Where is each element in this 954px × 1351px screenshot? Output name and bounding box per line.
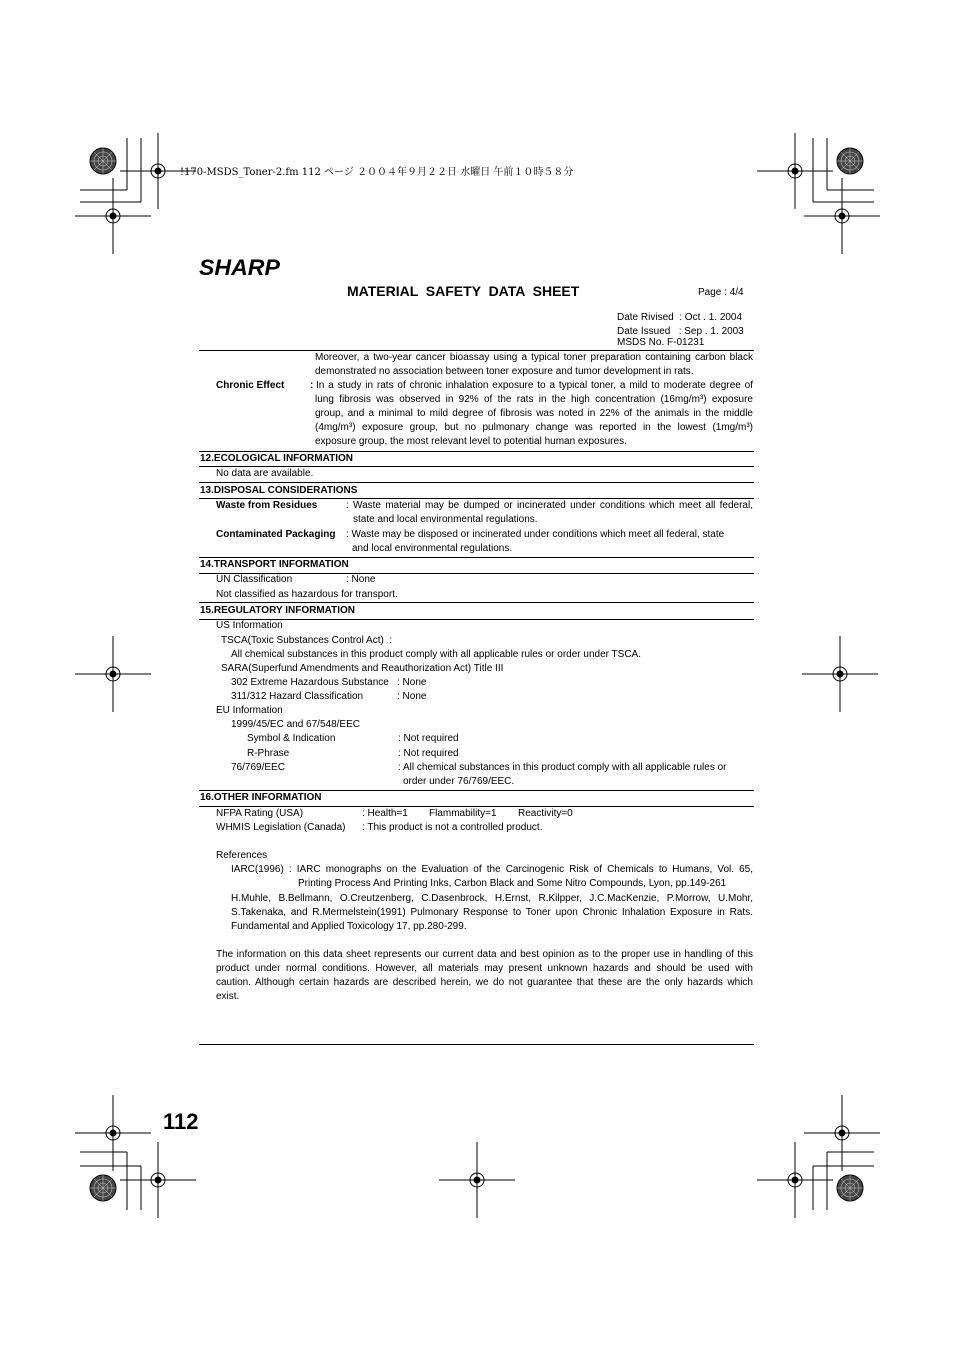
s311-value: : None <box>397 691 427 702</box>
divider <box>199 602 754 603</box>
msds-number: MSDS No. F-01231 <box>617 337 705 348</box>
disclaimer-line: The information on this data sheet represents our current data and best opinion as to the proper use in handling of this <box>216 949 753 960</box>
nfpa-flammability: Flammability=1 <box>429 808 497 819</box>
chronic-line: In a study in rats of chronic inhalation exposure to a typical toner, a mild to moderate degree of <box>316 380 753 391</box>
reference-line: S.Takenaka, and R.Mermelstein(1991) Pulmonary Response to Toner upon Chronic Inhalation Exposure in Rats. <box>231 907 753 918</box>
waste-residues-line: : Waste material may be dumped or incinerated under conditions which meet all federal, <box>346 500 753 511</box>
eu-information: EU Information <box>216 705 283 716</box>
section-16-title: 16.OTHER INFORMATION <box>200 792 322 803</box>
references-heading: References <box>216 850 268 861</box>
un-classification-label: UN Classification <box>216 574 293 585</box>
date-revised: Date Rivised : Oct . 1. 2004 <box>617 312 743 323</box>
date-issued: Date Issued : Sep . 1. 2003 <box>617 326 744 337</box>
footer-divider <box>199 1044 754 1045</box>
disclaimer-line: caution. Although certain hazards are described herein, we do not guarantee that these are the only hazards which <box>216 977 753 988</box>
whmis-label: WHMIS Legislation (Canada) <box>216 822 346 833</box>
us-information: US Information <box>216 620 283 631</box>
r-phrase-label: R-Phrase <box>247 748 290 759</box>
chronic-line: group, and a minimal to mild degree of fibrosis was noted in 22% of the animals in the middle <box>315 408 753 419</box>
contaminated-packaging-line: : Waste may be disposed or incinerated under conditions which meet all federal, state <box>346 529 725 540</box>
reference-line: Printing Process And Printing Inks, Carbon Black and Some Nitro Compounds, Lyon, pp.149-261 <box>298 878 727 889</box>
reference-line: Fundamental and Applied Toxicology 17, pp.280-299. <box>231 921 467 932</box>
eec-line: : All chemical substances in this product comply with all applicable rules or <box>398 762 727 773</box>
chronic-line: (4mg/m³) exposure group, but no pulmonary change was reported in the lowest (1mg/m³) <box>315 422 753 433</box>
tsca-text: All chemical substances in this product comply with all applicable rules or order under TSCA. <box>231 649 642 660</box>
eu-directive: 1999/45/EC and 67/548/EEC <box>231 719 360 730</box>
nfpa-label: NFPA Rating (USA) <box>216 808 304 819</box>
contaminated-packaging-label: Contaminated Packaging <box>216 529 336 540</box>
chronic-line: Moreover, a two-year cancer bioassay using a typical toner preparation containing carbon black <box>315 352 753 363</box>
sara-label: SARA(Superfund Amendments and Reauthorization Act) Title III <box>221 663 504 674</box>
chronic-effect-label: Chronic Effect <box>216 380 285 391</box>
r-phrase-value: : Not required <box>398 748 459 759</box>
tsca-label: TSCA(Toxic Substances Control Act) : <box>221 635 393 646</box>
s302-label: 302 Extreme Hazardous Substance <box>231 677 389 688</box>
page-number: 112 <box>163 1109 199 1134</box>
chronic-line: lung fibrosis was observed in 92% of the rats in the high concentration (16mg/m³) exposure <box>315 394 753 405</box>
chronic-line: demonstrated no association between toner exposure and tumor development in rats. <box>315 366 694 377</box>
section-14-title: 14.TRANSPORT INFORMATION <box>200 559 349 570</box>
section-15-title: 15.REGULATORY INFORMATION <box>200 605 356 616</box>
file-header-line: !170-MSDS_Toner-2.fm 112 ページ ２００４年９月２２日 水曜日 午前１０時５８分 <box>180 167 574 178</box>
eec-line: order under 76/769/EEC. <box>403 776 515 787</box>
reference-line: H.Muhle, B.Bellmann, O.Creutzenberg, C.Dasenbrock, H.Ernst, R.Kilpper, J.C.MacKenzie, P.Morrow, U.Mohr, <box>231 893 753 904</box>
disclaimer-line: exist. <box>216 991 240 1002</box>
section-12-text: No data are available. <box>216 468 314 479</box>
waste-residues-line: state and local environmental regulations. <box>353 514 538 525</box>
symbol-indication-value: : Not required <box>398 733 459 744</box>
reference-line: IARC(1996) : IARC monographs on the Evaluation of the Carcinogenic Risk of Chemicals to Humans, Vol. 65, <box>231 864 753 875</box>
eec-label: 76/769/EEC <box>231 762 285 773</box>
chronic-effect-colon: : <box>310 380 314 391</box>
page-label: Page : 4/4 <box>698 287 744 298</box>
section-12-title: 12.ECOLOGICAL INFORMATION <box>200 453 353 464</box>
nfpa-health: : Health=1 <box>362 808 408 819</box>
disclaimer-line: product under normal conditions. However, all materials may present unknown hazards and should be used with <box>216 963 753 974</box>
un-classification-value: : None <box>346 574 376 585</box>
nfpa-reactivity: Reactivity=0 <box>518 808 573 819</box>
transport-note: Not classified as hazardous for transport. <box>216 589 398 600</box>
symbol-indication-label: Symbol & Indication <box>247 733 336 744</box>
divider <box>199 482 754 483</box>
document-title: MATERIAL SAFETY DATA SHEET <box>347 283 580 299</box>
chronic-line: exposure group, the most relevant level to potential human exposures. <box>315 436 627 447</box>
s302-value: : None <box>397 677 427 688</box>
section-13-title: 13.DISPOSAL CONSIDERATIONS <box>200 485 358 496</box>
brand-logo: SHARP <box>199 255 280 280</box>
whmis-value: : This product is not a controlled product. <box>362 822 543 833</box>
contaminated-packaging-line: and local environmental regulations. <box>352 543 513 554</box>
s311-label: 311/312 Hazard Classification <box>231 691 364 702</box>
waste-residues-label: Waste from Residues <box>216 500 318 511</box>
